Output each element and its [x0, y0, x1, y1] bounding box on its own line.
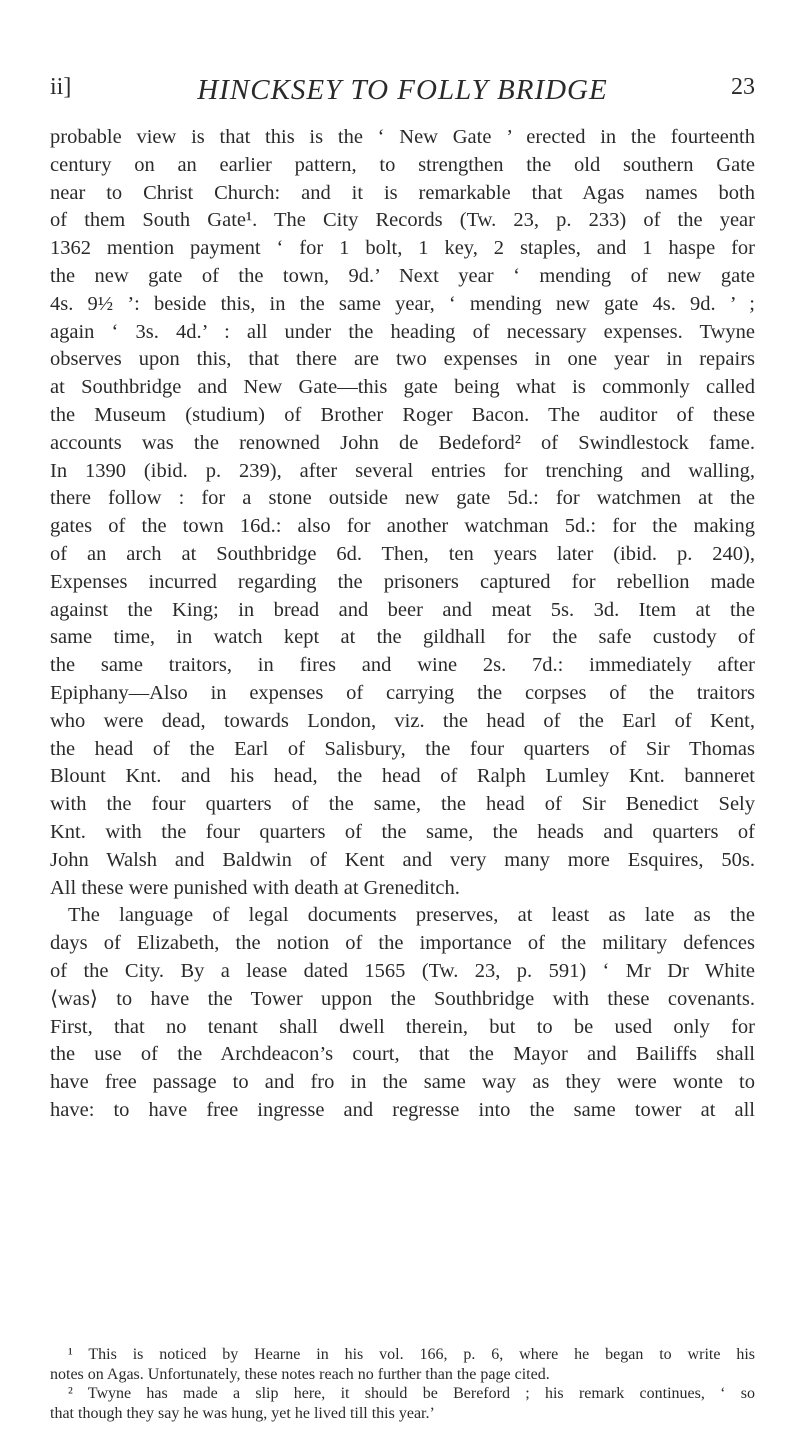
- text-line: century on an earlier pattern, to strengthen the old southern Gate: [50, 153, 755, 176]
- text-line: In 1390 (ibid. p. 239), after several entries for trenching and walling,: [50, 459, 755, 482]
- text-line: Blount Knt. and his head, the head of Ralph Lumley Knt. banneret: [50, 765, 755, 788]
- body-text: [50, 124, 755, 1125]
- text-line: of the City. By a lease dated 1565 (Tw. 23, p. 591) ‘ Mr Dr White: [50, 959, 755, 982]
- text-line: have free passage to and fro in the same way as they were wonte to: [50, 1071, 755, 1094]
- text-line: The language of legal documents preserves, at least as late as the: [68, 904, 755, 927]
- running-header: [50, 74, 755, 110]
- text-line: same time, in watch kept at the gildhall for the safe custody of: [50, 626, 755, 649]
- footnote-line: notes on Agas. Unfortunately, these notes reach no further than the page cited.: [50, 1365, 550, 1383]
- text-line: probable view is that this is the ‘ New Gate ’ erected in the fourteenth: [50, 126, 755, 148]
- text-line: the Museum (studium) of Brother Roger Bacon. The auditor of these: [50, 403, 755, 426]
- text-line: ⟨was⟩ to have the Tower uppon the Southbridge with these covenants.: [50, 987, 755, 1010]
- text-line: the new gate of the town, 9d.’ Next year ‘ mending of new gate: [50, 264, 755, 287]
- footnotes: [50, 1345, 755, 1423]
- text-line: at Southbridge and New Gate—this gate being what is commonly called: [50, 376, 755, 399]
- text-line: gates of the town 16d.: also for another watchman 5d.: for the making: [50, 515, 755, 538]
- text-line: 4s. 9½ ’: beside this, in the same year, ‘ mending new gate 4s. 9d. ’ ;: [50, 292, 755, 315]
- text-line: Epiphany—Also in expenses of carrying the corpses of the traitors: [50, 681, 755, 704]
- text-line: there follow : for a stone outside new gate 5d.: for watchmen at the: [50, 487, 755, 510]
- text-line: the head of the Earl of Salisbury, the four quarters of Sir Thomas: [50, 737, 755, 760]
- text-line: the same traitors, in fires and wine 2s. 7d.: immediately after: [50, 654, 755, 677]
- footnote-line: that though they say he was hung, yet he lived till this year.’: [50, 1404, 435, 1422]
- text-line: of an arch at Southbridge 6d. Then, ten years later (ibid. p. 240),: [50, 542, 755, 565]
- page-number: 23: [731, 74, 755, 100]
- text-line: First, that no tenant shall dwell therein, but to be used only for: [50, 1015, 755, 1038]
- text-line: 1362 mention payment ‘ for 1 bolt, 1 key, 2 staples, and 1 haspe for: [50, 237, 755, 260]
- text-line: again ‘ 3s. 4d.’ : all under the heading of necessary expenses. Twyne: [50, 320, 755, 343]
- text-line: John Walsh and Baldwin of Kent and very many more Esquires, 50s.: [50, 848, 755, 871]
- text-line: the use of the Archdeacon’s court, that the Mayor and Bailiffs shall: [50, 1043, 755, 1066]
- text-line: All these were punished with death at Greneditch.: [50, 876, 460, 899]
- text-line: days of Elizabeth, the notion of the importance of the military defences: [50, 932, 755, 955]
- text-line: who were dead, towards London, viz. the head of the Earl of Kent,: [50, 709, 755, 732]
- text-line: Knt. with the four quarters of the same, the heads and quarters of: [50, 820, 755, 843]
- text-line: observes upon this, that there are two expenses in one year in repairs: [50, 348, 755, 371]
- footnote-line: ² Twyne has made a slip here, it should be Bereford ; his remark continues, ‘ so: [68, 1385, 755, 1402]
- text-line: of them South Gate¹. The City Records (Tw. 23, p. 233) of the year: [50, 209, 755, 232]
- text-line: near to Christ Church: and it is remarkable that Agas names both: [50, 181, 755, 204]
- text-line: accounts was the renowned John de Bedeford² of Swindlestock fame.: [50, 431, 755, 454]
- running-title: HINCKSEY TO FOLLY BRIDGE: [197, 74, 608, 106]
- text-line: with the four quarters of the same, the head of Sir Benedict Sely: [50, 793, 755, 816]
- chapter-number: ii]: [50, 74, 72, 100]
- text-line: against the King; in bread and beer and meat 5s. 3d. Item at the: [50, 598, 755, 621]
- footnote-line: ¹ This is noticed by Hearne in his vol. 166, p. 6, where he began to write his: [68, 1346, 755, 1363]
- text-line: have: to have free ingresse and regresse into the same tower at all: [50, 1098, 755, 1121]
- text-line: Expenses incurred regarding the prisoners captured for rebellion made: [50, 570, 755, 593]
